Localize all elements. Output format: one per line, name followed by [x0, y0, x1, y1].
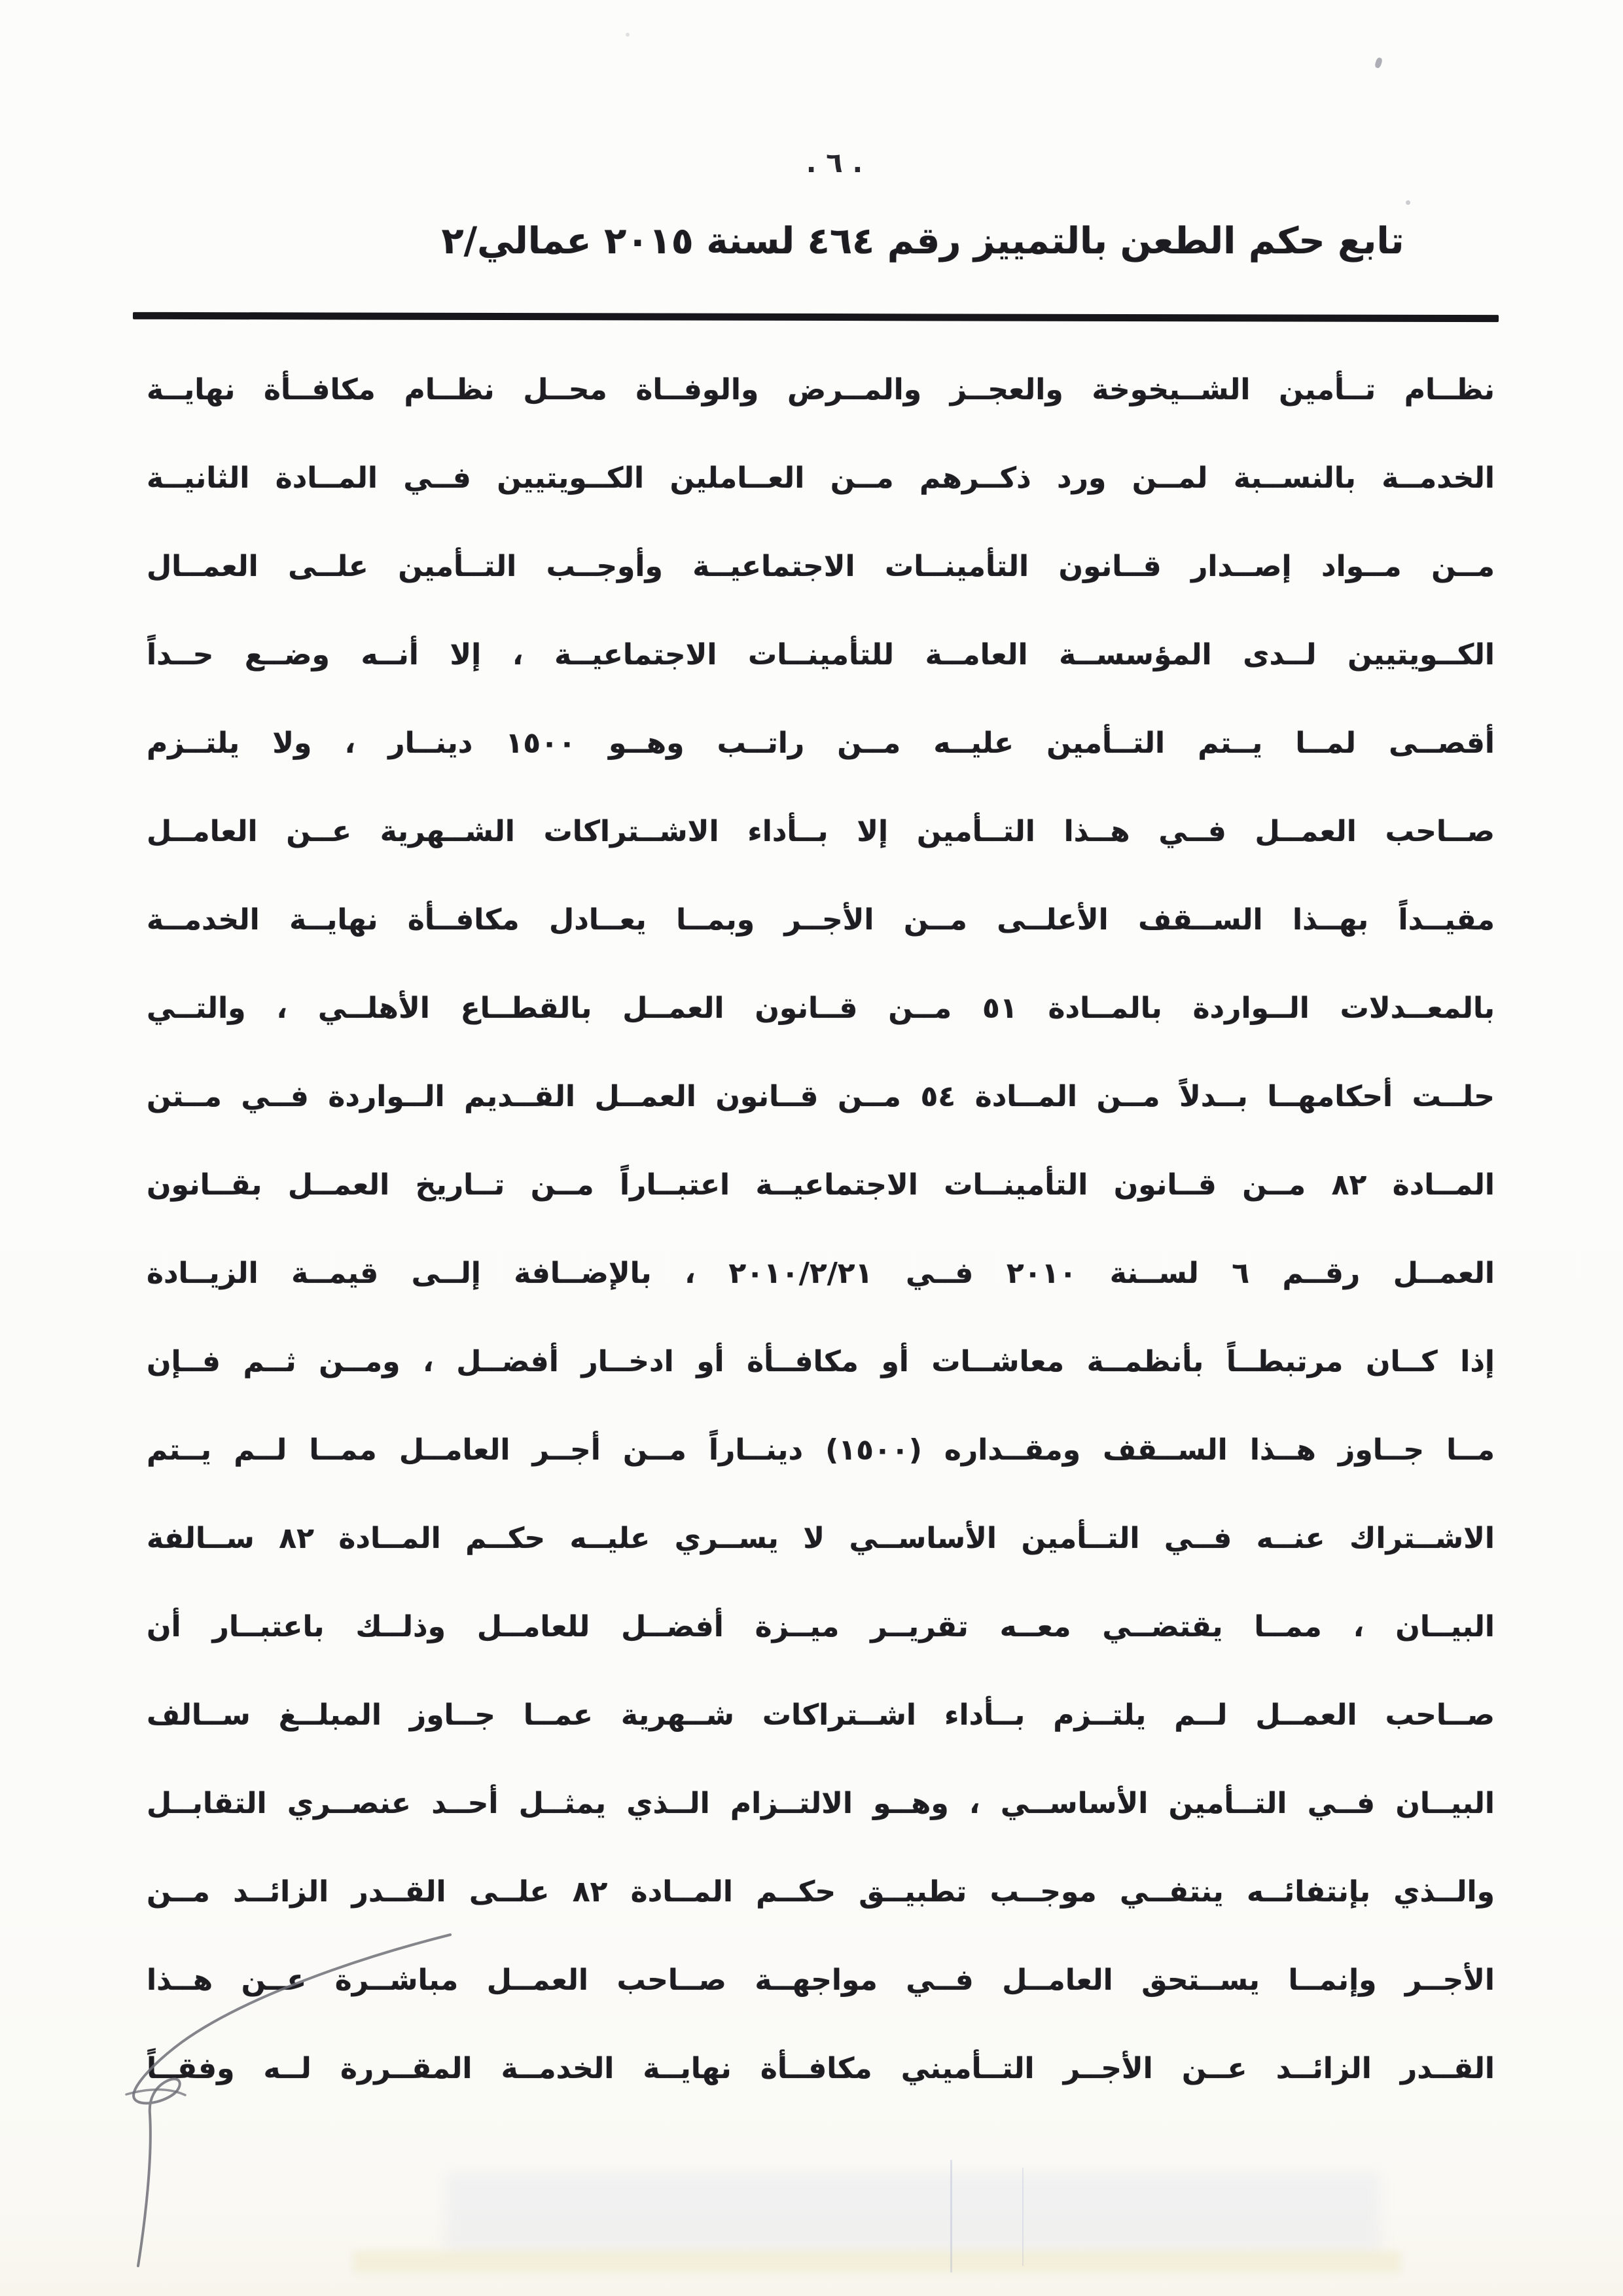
- text-line: القــدر الزائــد عــن الأجــر التــأميني مكافــأة نهايــة الخدمــة المقــررة لــه وفقــاً: [147, 2052, 1495, 2085]
- text-line: والــذي بإنتفائــه ينتفــي موجــب تطبيــق حكــم المــادة ٨٢ علــى القــدر الزائــد مــن: [147, 1875, 1495, 1909]
- header-divider: [133, 312, 1499, 322]
- page-number: . ٦ .: [806, 147, 863, 179]
- scan-line: [1022, 2168, 1024, 2266]
- scan-speck: [1374, 57, 1383, 69]
- text-line: العمــل رقــم ٦ لســنة ٢٠١٠ فــي ٢٠١٠/٢/٢١ ، بالإضــافة إلــى قيمــة الزيــادة: [147, 1257, 1495, 1290]
- scan-band: [353, 2251, 1400, 2272]
- text-line: إذا كــان مرتبطــاً بأنظمــة معاشــات أو مكافــأة أو ادخــار أفضــل ، ومــن ثــم فــإن: [147, 1345, 1495, 1378]
- scan-smudge: [445, 2172, 1381, 2251]
- text-line: الكــويتيين لــدى المؤسســة العامــة للتأمينــات الاجتماعيــة ، إلا أنــه وضــع حــداً: [147, 638, 1495, 672]
- text-line: نظــام تــأمين الشــيخوخة والعجــز والمــرض والوفــاة محــل نظــام مكافــأة نهايــة: [147, 373, 1495, 406]
- text-line: البيــان فــي التــأمين الأساســي ، وهــو الالتــزام الــذي يمثــل أحــد عنصــري التقابــل: [147, 1787, 1495, 1820]
- text-line: الخدمــة بالنســبة لمــن ورد ذكــرهم مــن العــاملين الكــويتيين فــي المــادة الثانيــة: [147, 461, 1495, 495]
- scan-line: [950, 2160, 952, 2272]
- text-line: المــادة ٨٢ مــن قــانون التأمينــات الاجتماعيــة اعتبــاراً مــن تــاريخ العمــل بقــانون: [147, 1168, 1495, 1202]
- text-line: مــا جــاوز هــذا الســقف ومقــداره (١٥٠٠) دينــاراً مــن أجــر العامــل ممــا لــم يــتم: [147, 1433, 1495, 1467]
- text-line: البيــان ، ممــا يقتضــي معــه تقريــر ميــزة أفضــل للعامــل وذلــك باعتبــار أن: [147, 1610, 1495, 1643]
- text-line: أقصــى لمــا يــتم التــأمين عليــه مــن راتــب وهــو ١٥٠٠ دينــار ، ولا يلتــزم: [147, 726, 1495, 760]
- text-line: مــن مــواد إصــدار قــانون التأمينــات الاجتماعيــة وأوجــب التــأمين علــى العمــال: [147, 550, 1495, 583]
- text-line: حلــت أحكامهــا بــدلاً مــن المــادة ٥٤ مــن قــانون العمــل القــديم الــواردة فــي مــتن: [147, 1080, 1495, 1113]
- scan-speck: [626, 33, 630, 37]
- case-header-title: تابع حكم الطعن بالتمييز رقم ٤٦٤ لسنة ٢٠١٥ عمالي/٢: [441, 220, 1404, 262]
- text-line: الاشــتراك عنــه فــي التــأمين الأساســي لا يســري عليــه حكــم المــادة ٨٢ ســالفة: [147, 1522, 1495, 1555]
- text-line: مقيــداً بهــذا الســقف الأعلــى مــن الأجــر وبمــا يعــادل مكافــأة نهايــة الخدمــة: [147, 903, 1495, 937]
- text-line: صــاحب العمــل فــي هــذا التــأمين إلا بــأداء الاشــتراكات الشــهرية عــن العامــل: [147, 815, 1495, 848]
- text-line: الأجــر وإنمــا يســتحق العامــل فــي مواجهــة صــاحب العمــل مباشــرة عــن هــذا: [147, 1964, 1495, 1997]
- judgment-body-text: [147, 346, 1495, 2113]
- text-line: بالمعــدلات الــواردة بالمــادة ٥١ مــن قــانون العمــل بالقطــاع الأهلــي ، والتــي: [147, 992, 1495, 1025]
- text-line: صــاحب العمــل لــم يلتــزم بــأداء اشــتراكات شــهرية عمــا جــاوز المبلــغ ســالف: [147, 1698, 1495, 1732]
- scan-speck: [1406, 200, 1410, 205]
